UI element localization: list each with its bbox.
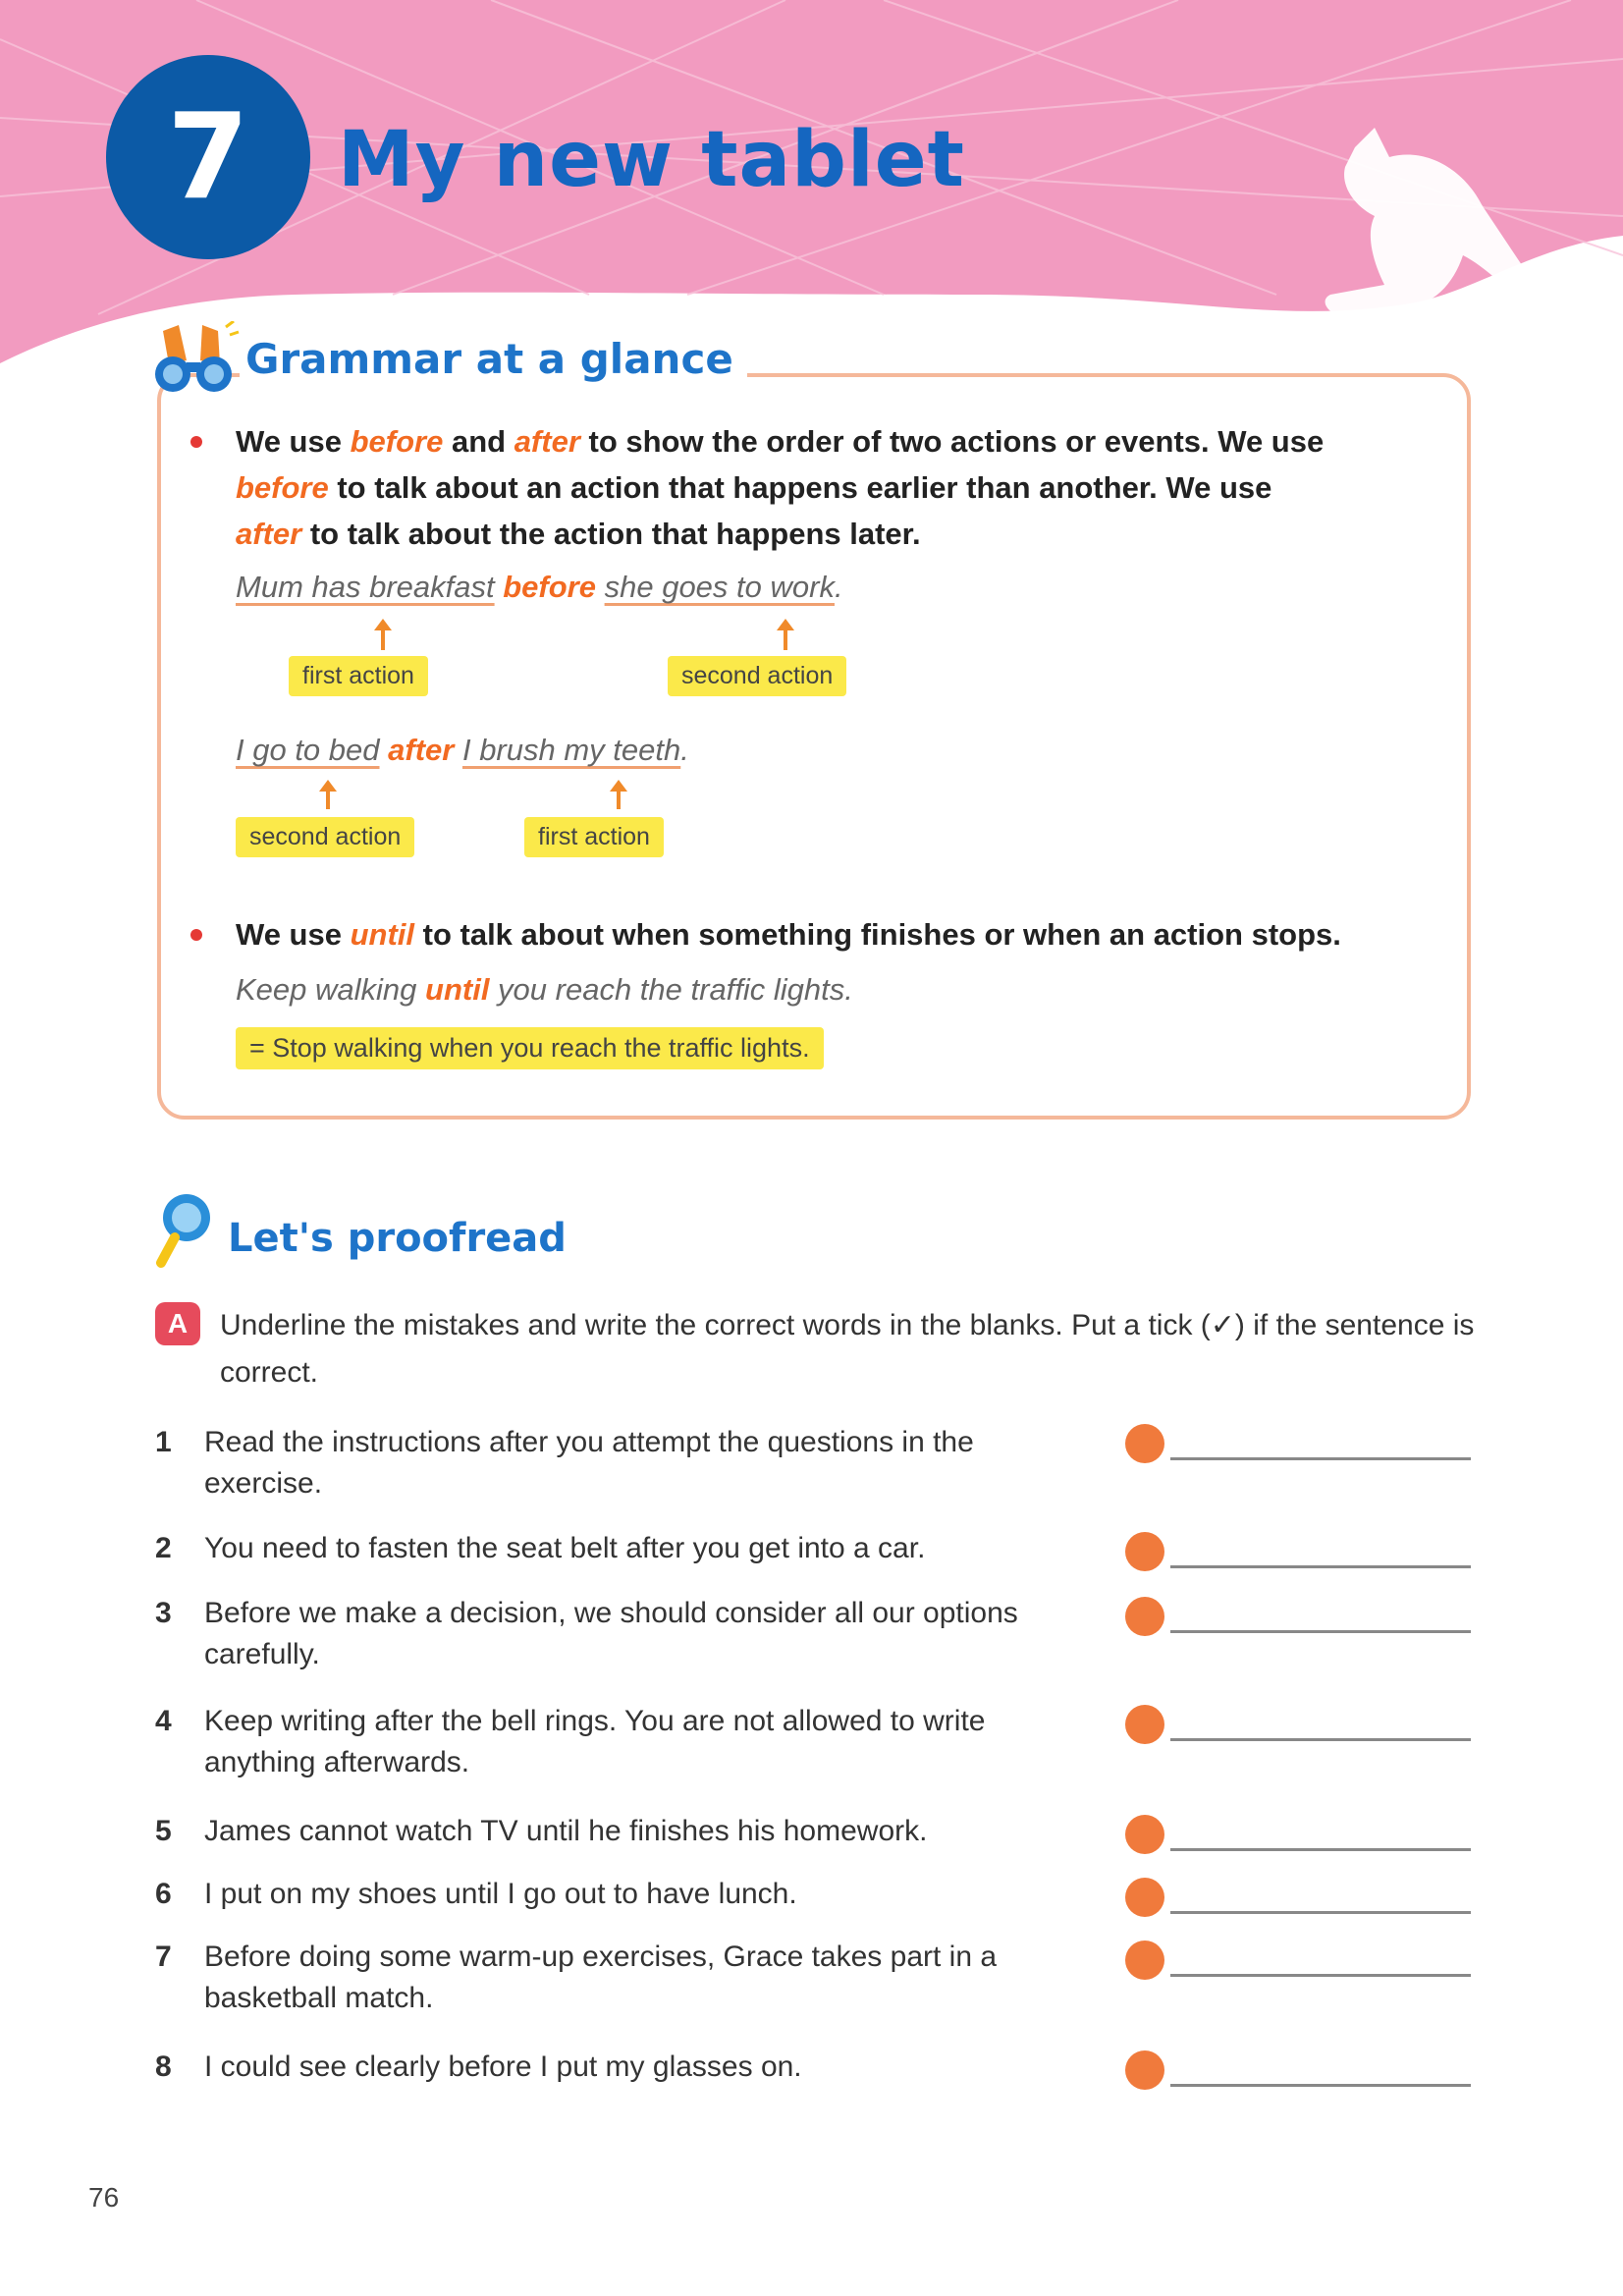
answer-marker	[1125, 1597, 1164, 1636]
exercise-instruction: Underline the mistakes and write the correct words in the blanks. Put a tick (✓) if the sentence is correct.	[220, 1309, 1475, 1389]
question-number: 5	[155, 1815, 172, 1847]
answer-blank[interactable]	[1170, 1974, 1471, 1977]
answer-blank[interactable]	[1170, 1630, 1471, 1633]
answer-marker	[1125, 1878, 1164, 1917]
rule2-text: We use until to talk about when something finishes or when an action stops.	[236, 917, 1341, 952]
arrow-up	[784, 629, 787, 650]
tag-second-action: second action	[668, 656, 846, 696]
bullet-dot	[190, 929, 202, 941]
grammar-header	[149, 314, 747, 403]
example-sentence-3: Keep walking until you reach the traffic lights.	[236, 972, 853, 1007]
example-3-note: = Stop walking when you reach the traffic lights.	[236, 1027, 824, 1069]
unit-title: My new tablet	[338, 116, 965, 204]
question-number: 2	[155, 1532, 172, 1564]
magnifier-icon	[153, 1190, 222, 1269]
question-text: You need to fasten the seat belt after you get into a car.	[204, 1532, 926, 1564]
answer-blank[interactable]	[1170, 1848, 1471, 1851]
cat-mascot-icon	[1296, 128, 1551, 324]
example-sentence-2: I go to bed after I brush my teeth.	[236, 733, 689, 767]
page-number: 76	[88, 2182, 120, 2213]
rule1-line2: before to talk about an action that happens earlier than another. We use	[236, 470, 1272, 505]
rule1-line3: after to talk about the action that happens later.	[236, 517, 921, 551]
question-number: 1	[155, 1426, 172, 1458]
answer-marker	[1125, 1815, 1164, 1854]
tag-first-action: first action	[289, 656, 428, 696]
arrow-up	[617, 790, 621, 809]
question-text: Keep writing after the bell rings. You are not allowed to write anything afterwards.	[204, 1705, 986, 1778]
rule1-line1: We use before and after to show the order of two actions or events. We use	[236, 424, 1325, 459]
arrow-up	[326, 790, 330, 809]
question-text: Read the instructions after you attempt the questions in the exercise.	[204, 1426, 974, 1500]
bullet-dot	[190, 436, 202, 448]
answer-blank[interactable]	[1170, 1565, 1471, 1568]
question-text: I put on my shoes until I go out to have lunch.	[204, 1878, 797, 1910]
question-text: James cannot watch TV until he finishes his homework.	[204, 1815, 928, 1847]
question-text: Before doing some warm-up exercises, Grace takes part in a basketball match.	[204, 1941, 998, 2014]
question-number: 7	[155, 1941, 172, 1973]
exercise-badge: A	[155, 1302, 200, 1345]
grammar-title: Grammar at a glance	[240, 335, 747, 383]
binoculars-icon	[149, 321, 240, 396]
question-text: I could see clearly before I put my glasses on.	[204, 2050, 802, 2083]
question-number: 8	[155, 2050, 172, 2083]
question-number: 3	[155, 1597, 172, 1629]
answer-marker	[1125, 1705, 1164, 1744]
answer-marker	[1125, 1424, 1164, 1463]
unit-number-badge: 7	[106, 55, 310, 259]
question-number: 6	[155, 1878, 172, 1910]
example-sentence-1: Mum has breakfast before she goes to work.	[236, 570, 843, 604]
answer-blank[interactable]	[1170, 1738, 1471, 1741]
answer-marker	[1125, 1941, 1164, 1980]
answer-blank[interactable]	[1170, 1457, 1471, 1460]
question-text: Before we make a decision, we should consider all our options carefully.	[204, 1597, 1018, 1670]
tag-first-action: first action	[524, 817, 664, 857]
question-number: 4	[155, 1705, 172, 1737]
answer-marker	[1125, 2050, 1164, 2090]
tag-second-action: second action	[236, 817, 414, 857]
answer-blank[interactable]	[1170, 1911, 1471, 1914]
answer-blank[interactable]	[1170, 2084, 1471, 2087]
proofread-title: Let's proofread	[228, 1216, 567, 1261]
arrow-up	[381, 629, 385, 650]
answer-marker	[1125, 1532, 1164, 1571]
